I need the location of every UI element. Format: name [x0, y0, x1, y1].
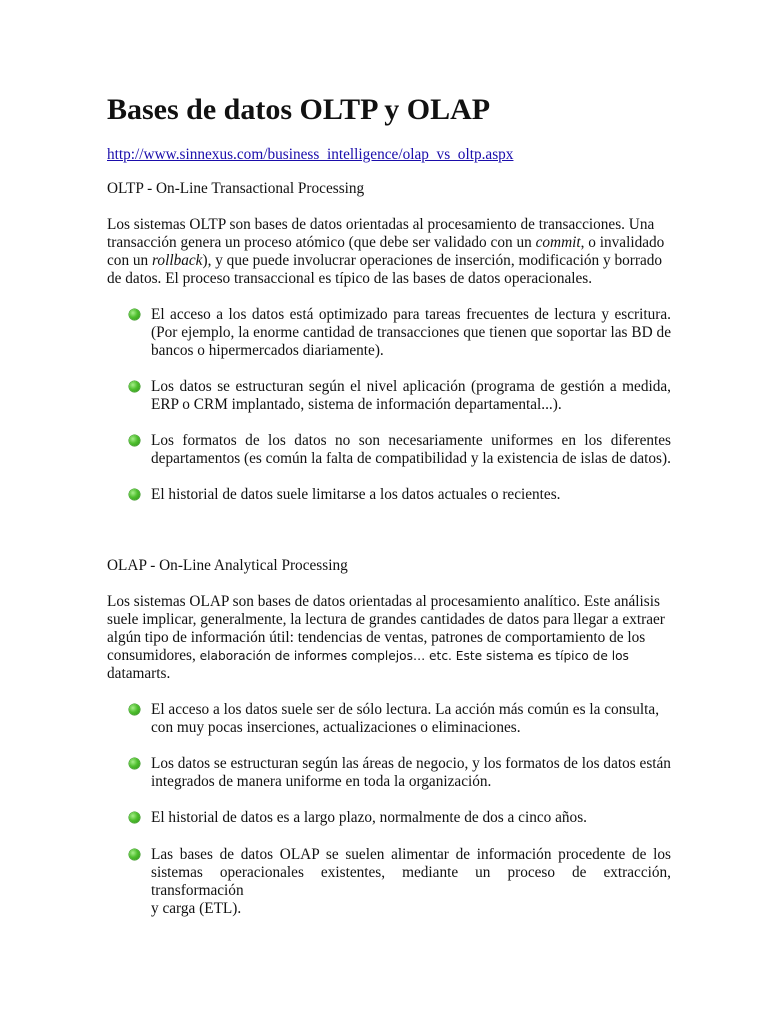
oltp-intro-line: con un rollback), y que puede involucrar operaciones de inserción, modificación y borrado [107, 252, 663, 269]
olap-intro-line: suele implicar, generalmente, la lectura de grandes cantidades de datos para llegar a extraer [107, 611, 665, 628]
green-dot-icon [129, 309, 140, 320]
green-dot-icon [129, 381, 140, 392]
bullet-text: El historial de datos es a largo plazo, normalmente de dos a cinco años. [151, 809, 587, 826]
olap-heading: OLAP - On-Line Analytical Processing [107, 557, 348, 574]
bullet-text: Los formatos de los datos no son necesariamente uniformes en los diferentes departamentos (es común la falta de compatibilidad y la existencia de islas de datos). [151, 432, 671, 467]
commit-term: commit [535, 234, 581, 251]
olap-intro-line: algún tipo de información útil: tendencias de ventas, patrones de comportamiento de los [107, 629, 646, 646]
bullet-text: El acceso a los datos está optimizado para tareas frecuentes de lectura y escritura. (Por ejemplo, la enorme cantidad de transacciones que tienen que soportar las BD de bancos o hipermercados diariamente). [151, 306, 671, 359]
olap-intro-line: Los sistemas OLAP son bases de datos orientadas al procesamiento analítico. Este análisis [107, 593, 660, 610]
green-dot-icon [129, 812, 140, 823]
bullet-text: Las bases de datos OLAP se suelen alimentar de información procedente de los sistemas operacionales existentes, mediante un proceso de extracción, transformación y carga (ETL). [151, 846, 671, 917]
olap-intro [107, 593, 667, 683]
green-dot-icon [129, 849, 140, 860]
bullet-text: Los datos se estructuran según el nivel aplicación (programa de gestión a medida, ERP o CRM implantado, sistema de información departamental...). [151, 378, 671, 413]
bullet-text: El acceso a los datos suele ser de sólo lectura. La acción más común es la consulta, con muy pocas inserciones, actualizaciones o eliminaciones. [151, 701, 660, 736]
olap-intro-line: datamarts. [107, 665, 171, 682]
rollback-term: rollback [152, 252, 203, 269]
oltp-intro [107, 216, 667, 288]
oltp-intro-line: Los sistemas OLTP son bases de datos orientadas al procesamiento de transacciones. Una [107, 216, 655, 233]
bullet-text: El historial de datos suele limitarse a los datos actuales o recientes. [151, 486, 561, 503]
oltp-heading: OLTP - On-Line Transactional Processing [107, 180, 365, 197]
bullet-text: Los datos se estructuran según las áreas de negocio, y los formatos de los datos están integrados de manera uniforme en toda la organización. [151, 755, 671, 790]
sans-text-run: elaboración de informes complejos… etc. Este sistema es típico de los [199, 649, 629, 663]
green-dot-icon [129, 758, 140, 769]
source-link[interactable]: http://www.sinnexus.com/business_intelligence/olap_vs_oltp.aspx [107, 146, 514, 163]
green-dot-icon [129, 489, 140, 500]
oltp-intro-line: transacción genera un proceso atómico (que debe ser validado con un commit, o invalidado [107, 234, 665, 251]
oltp-intro-line: de datos. El proceso transaccional es típico de las bases de datos operacionales. [107, 270, 593, 287]
olap-intro-line: consumidores, elaboración de informes complejos… etc. Este sistema es típico de los [107, 647, 629, 664]
green-dot-icon [129, 704, 140, 715]
green-dot-icon [129, 435, 140, 446]
page-title: Bases de datos OLTP y OLAP [107, 93, 491, 126]
